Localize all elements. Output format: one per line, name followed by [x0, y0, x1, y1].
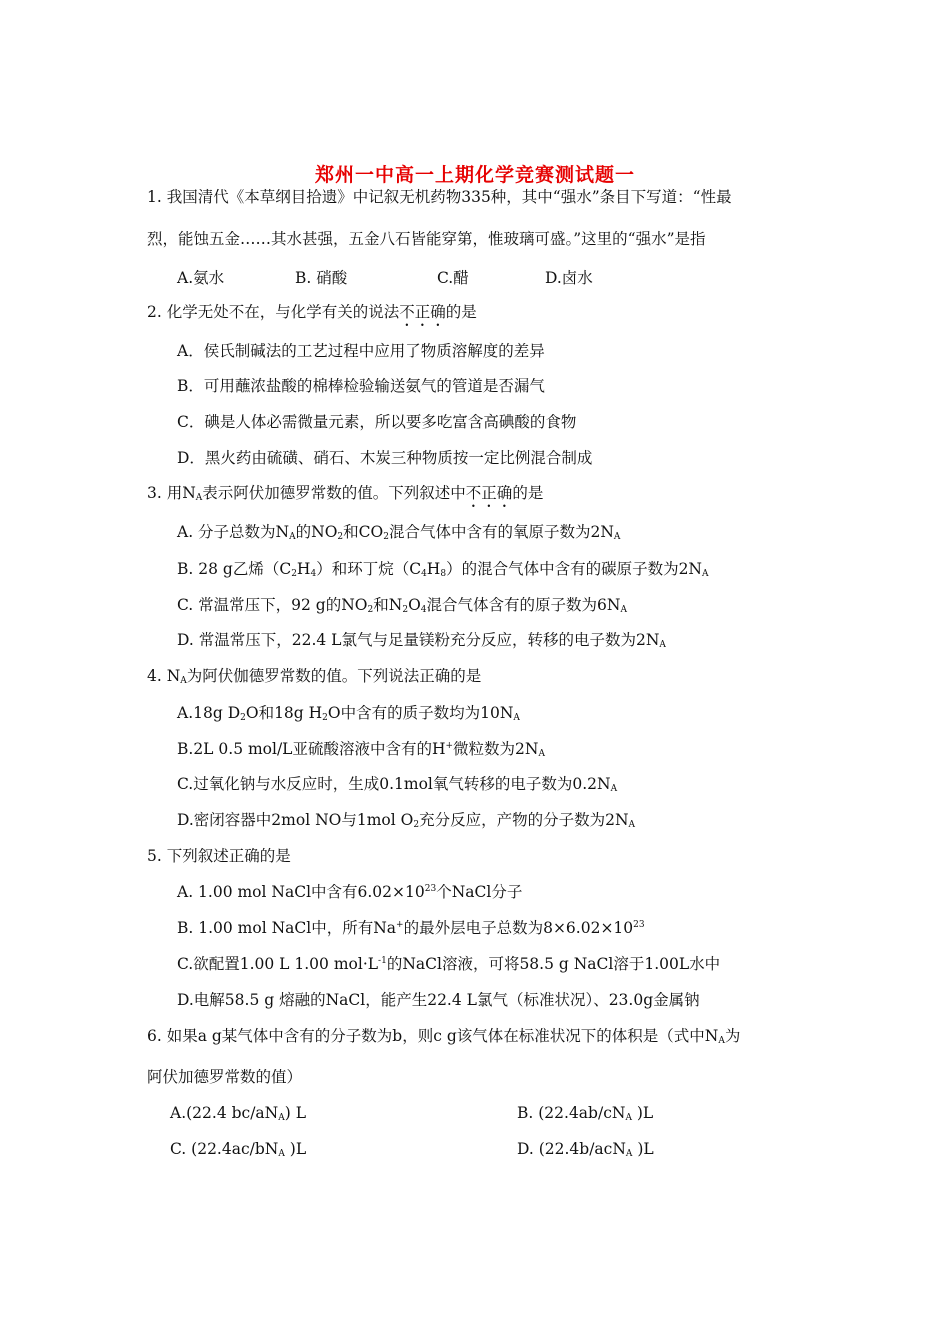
q2-option-d: D．黑火药由硫磺、硝石、木炭三种物质按一定比例混合制成	[177, 449, 593, 467]
q4-option-c: C.过氧化钠与水反应时，生成0.1mol氧气转移的电子数为$0.2N_A$	[177, 775, 618, 794]
q4-stem: 4. $N_A$为阿伏伽德罗常数的值。下列说法正确的是	[147, 667, 482, 686]
q1-option-a: A.氨水	[177, 269, 225, 287]
q1-option-c: C.醋	[437, 269, 469, 287]
q5-option-c: C.欲配置1.00 L 1.00 $mol\cdot L^{-1}$的NaCl溶液，可将58.5 g NaCl溶于1.00L水中	[177, 955, 721, 973]
q6-option-d: D. (22.4b/acN$_A$ )L	[517, 1140, 654, 1159]
q6-option-c: C. ($22.4ac/bN_A$ )L	[170, 1140, 307, 1159]
q6-option-b: B. ($22.4ab/cN_A$ )L	[517, 1104, 654, 1123]
q2-option-a: A．侯氏制碱法的工艺过程中应用了物质溶解度的差异	[177, 342, 545, 360]
q3-option-c: C. 常温常压下，92 g的$NO_2$和$N_2O_4$混合气体含有的原子数为$6N_A$	[177, 596, 627, 615]
q4-option-a: A.18g $D_2O$和18g $H_2O$中含有的质子数均为$10N_A$	[177, 704, 520, 723]
q5-stem: 5. 下列叙述正确的是	[147, 847, 291, 865]
q6-stem-line1: 6. 如果a g某气体中含有的分子数为b，则c g该气体在标准状况下的体积是（式中$N_A$为	[147, 1027, 741, 1046]
q6-stem-line2: 阿伏加德罗常数的值）	[147, 1068, 303, 1086]
q1-option-d: D.卤水	[545, 269, 593, 287]
q2-emphasis: 不正确	[399, 303, 446, 321]
q5-option-b: B. 1.00 mol NaCl中，所有Na+的最外层电子总数为$8\times 6.02\times 10^{23}$	[177, 919, 645, 937]
q1-option-b: B. 硝酸	[295, 269, 348, 287]
q5-option-d: D.电解58.5 g 熔融的NaCl，能产生22.4 L氯气（标准状况）、23.0g金属钠	[177, 991, 700, 1009]
q4-option-b: B.2L 0.5 mol/L亚硫酸溶液中含有的H+微粒数为$2N_A$	[177, 740, 545, 759]
q2-stem: 2. 化学无处不在，与化学有关的说法不正确的是	[147, 303, 477, 321]
q3-emphasis: 不正确	[465, 484, 513, 502]
q1-stem-line1: 1. 我国清代《本草纲目拾遗》中记叙无机药物335种，其中“强水”条目下写道：“性最	[147, 188, 732, 206]
page-title: 郑州一中高一上期化学竞赛测试题一	[314, 164, 635, 186]
q5-option-a: A. 1.00 mol NaCl中含有$6.02\times 10^{23}$个NaCl分子	[177, 883, 523, 901]
q4-option-d: D.密闭容器中2mol NO与1mol $O_2$充分反应，产物的分子数为$2N_A$	[177, 811, 636, 830]
q3-option-b: B. 28 g乙烯$(C_2H_4)$和环丁烷$(C_4H_8)$的混合气体中含有的碳原子数为$2N_A$	[177, 560, 709, 579]
q3-option-d: D. 常温常压下，22.4 L氯气与足量镁粉充分反应，转移的电子数为$2N_A$	[177, 631, 666, 650]
q1-stem-line2: 烈，能蚀五金……其水甚强，五金八石皆能穿第，惟玻璃可盛。”这里的“强水”是指	[147, 230, 706, 248]
q3-stem: 3. 用$N_A$表示阿伏加德罗常数的值。下列叙述中不正确的是	[147, 484, 544, 503]
q2-option-b: B．可用蘸浓盐酸的棉棒检验输送氨气的管道是否漏气	[177, 377, 545, 395]
q6-option-a: A.(22.4 $bc/aN_A$) L	[170, 1104, 307, 1123]
q2-option-c: C．碘是人体必需微量元素，所以要多吃富含高碘酸的食物	[177, 413, 577, 431]
q3-option-a: A. 分子总数为$N_A$的$NO_2$和$CO_2$混合气体中含有的氧原子数为$2N_A$	[177, 523, 621, 542]
